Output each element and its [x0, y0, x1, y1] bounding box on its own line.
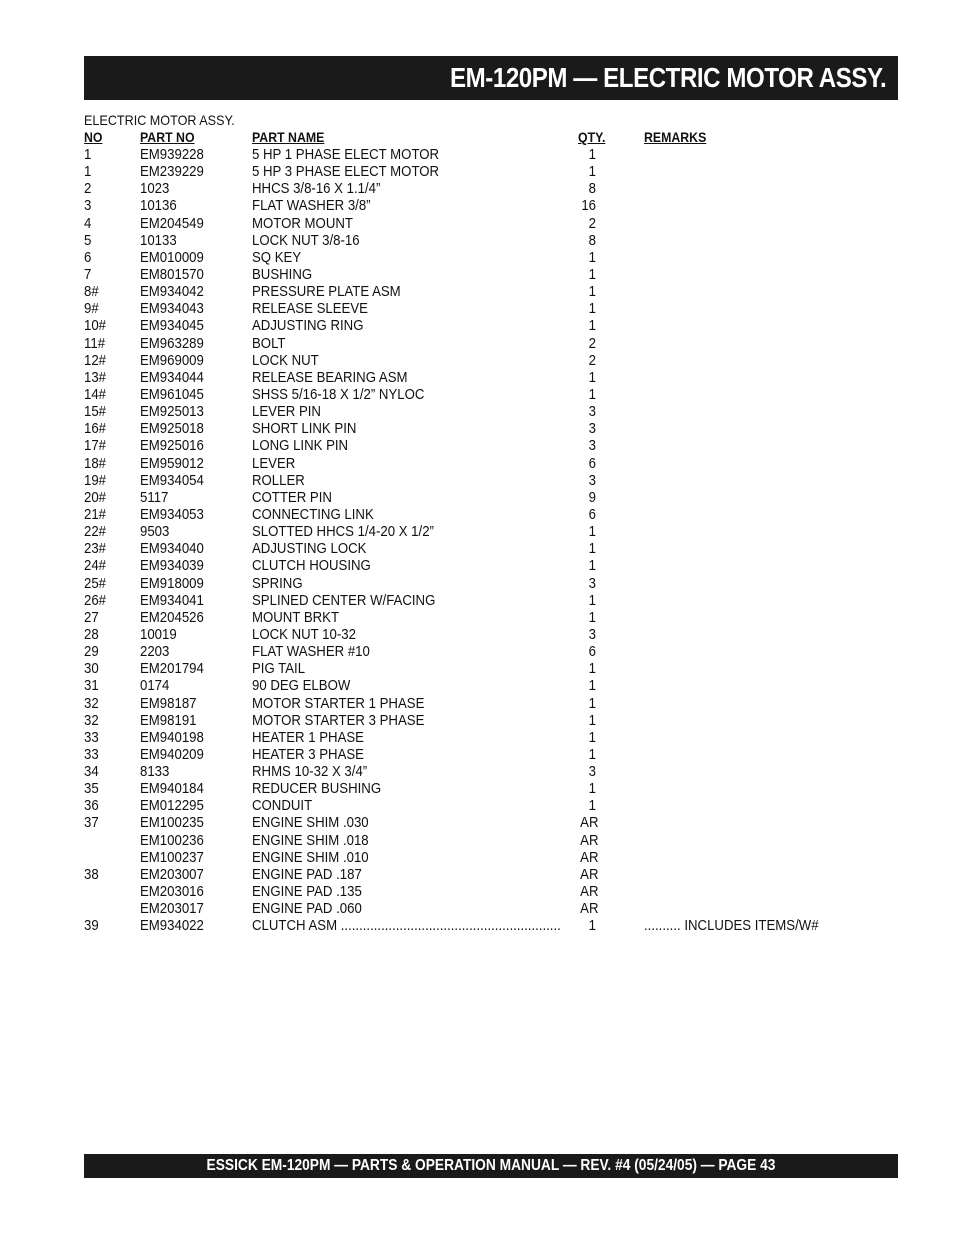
table-row — [84, 437, 844, 454]
item-number: 13# — [84, 368, 107, 386]
table-row — [84, 780, 844, 797]
table-row — [84, 746, 844, 763]
part-number: EM969009 — [140, 351, 204, 369]
item-number: 32 — [84, 694, 99, 712]
table-row — [84, 472, 844, 489]
part-name: CLUTCH ASM ............................................................ — [252, 917, 561, 935]
item-number: 28 — [84, 625, 99, 643]
quantity: 1 — [588, 557, 596, 575]
part-name: ENGINE PAD .187 — [252, 865, 362, 883]
part-number: EM918009 — [140, 574, 204, 592]
part-number: EM934042 — [140, 283, 204, 301]
table-row — [84, 729, 844, 746]
quantity: 1 — [588, 146, 596, 163]
table-row — [84, 317, 844, 334]
item-number: 5 — [84, 231, 92, 249]
item-number: 26# — [84, 591, 107, 609]
part-name: BOLT — [252, 334, 286, 352]
part-number: EM961045 — [140, 385, 204, 403]
part-name: SHORT LINK PIN — [252, 420, 357, 438]
quantity: 2 — [588, 334, 596, 352]
quantity: 1 — [588, 745, 596, 763]
part-name: ENGINE SHIM .018 — [252, 831, 369, 849]
table-row — [84, 900, 844, 917]
part-number: EM963289 — [140, 334, 204, 352]
part-number: 0174 — [140, 677, 170, 695]
quantity: 1 — [588, 368, 596, 386]
part-number: 8133 — [140, 763, 170, 781]
column-header-part-name: PART NAME — [252, 129, 325, 145]
part-number: EM940209 — [140, 745, 204, 763]
item-number: 14# — [84, 385, 107, 403]
table-row — [84, 283, 844, 300]
column-header-remarks: REMARKS — [644, 129, 707, 145]
part-number: EM100237 — [140, 848, 204, 866]
column-header-qty: QTY. — [578, 129, 606, 145]
quantity: 1 — [588, 694, 596, 712]
part-name: HEATER 1 PHASE — [252, 728, 364, 746]
table-row — [84, 797, 844, 814]
item-number: 4 — [84, 214, 92, 232]
item-number: 25# — [84, 574, 107, 592]
table-row — [84, 660, 844, 677]
item-number: 16# — [84, 420, 107, 438]
table-row — [84, 215, 844, 232]
part-number: EM934054 — [140, 471, 204, 489]
table-row — [84, 352, 844, 369]
quantity: 1 — [588, 163, 596, 181]
table-row — [84, 540, 844, 557]
part-name: MOUNT BRKT — [252, 608, 340, 626]
part-name: ENGINE PAD .060 — [252, 900, 362, 918]
quantity: 1 — [588, 300, 596, 318]
quantity: 1 — [588, 711, 596, 729]
quantity: 1 — [588, 265, 596, 283]
item-number: 1 — [84, 163, 92, 181]
part-number: 10019 — [140, 625, 177, 643]
part-name: LEVER PIN — [252, 403, 321, 421]
table-row — [84, 575, 844, 592]
quantity: AR — [580, 848, 599, 866]
quantity: 3 — [588, 625, 596, 643]
footer-text: ESSICK EM-120PM — PARTS & OPERATION MANUAL — REV. #4 (05/24/05) — PAGE 43 — [206, 1157, 776, 1174]
item-number: 2 — [84, 180, 92, 198]
item-number: 35 — [84, 780, 99, 798]
quantity: 3 — [588, 420, 596, 438]
part-number: EM925013 — [140, 403, 204, 421]
part-number: EM203016 — [140, 883, 204, 901]
quantity: 6 — [588, 505, 596, 523]
part-number: EM934041 — [140, 591, 204, 609]
part-number: 2203 — [140, 643, 170, 661]
part-number: EM934022 — [140, 917, 204, 935]
part-name: LOCK NUT 3/8-16 — [252, 231, 360, 249]
part-number: EM100235 — [140, 814, 204, 832]
table-row — [84, 489, 844, 506]
part-number: EM925018 — [140, 420, 204, 438]
part-number: EM934040 — [140, 540, 204, 558]
part-number: EM801570 — [140, 265, 204, 283]
part-name: ENGINE SHIM .030 — [252, 814, 369, 832]
table-row — [84, 146, 844, 163]
page-title: EM-120PM — ELECTRIC MOTOR ASSY. — [449, 62, 886, 93]
part-name: ADJUSTING LOCK — [252, 540, 367, 558]
part-name: CONDUIT — [252, 797, 313, 815]
part-number: EM934039 — [140, 557, 204, 575]
item-number: 7 — [84, 265, 92, 283]
quantity: 1 — [588, 917, 596, 935]
quantity: AR — [580, 865, 599, 883]
table-row — [84, 403, 844, 420]
item-number: 9# — [84, 300, 99, 318]
item-number: 3 — [84, 197, 92, 215]
part-number: EM100236 — [140, 831, 204, 849]
item-number: 31 — [84, 677, 99, 695]
item-number: 27 — [84, 608, 99, 626]
table-row — [84, 197, 844, 214]
part-name: CONNECTING LINK — [252, 505, 374, 523]
item-number: 21# — [84, 505, 107, 523]
part-number: EM925016 — [140, 437, 204, 455]
part-name: MOTOR MOUNT — [252, 214, 353, 232]
table-row — [84, 249, 844, 266]
part-number: EM939228 — [140, 146, 204, 163]
table-row — [84, 266, 844, 283]
table-row — [84, 866, 844, 883]
table-row — [84, 643, 844, 660]
table-row — [84, 712, 844, 729]
item-number: 15# — [84, 403, 107, 421]
part-name: RELEASE SLEEVE — [252, 300, 368, 318]
quantity: 1 — [588, 728, 596, 746]
item-number: 38 — [84, 865, 99, 883]
table-row — [84, 369, 844, 386]
table-header-row — [84, 129, 844, 146]
quantity: 2 — [588, 214, 596, 232]
part-number: EM940198 — [140, 728, 204, 746]
quantity: 6 — [588, 643, 596, 661]
part-name: SQ KEY — [252, 248, 302, 266]
table-row — [84, 626, 844, 643]
quantity: 8 — [588, 231, 596, 249]
part-name: PRESSURE PLATE ASM — [252, 283, 401, 301]
item-number: 23# — [84, 540, 107, 558]
quantity: 9 — [588, 488, 596, 506]
part-number: 10136 — [140, 197, 177, 215]
item-number: 29 — [84, 643, 99, 661]
quantity: 1 — [588, 385, 596, 403]
part-name: 5 HP 1 PHASE ELECT MOTOR — [252, 146, 440, 163]
part-name: SPRING — [252, 574, 303, 592]
part-name: LOCK NUT 10-32 — [252, 625, 356, 643]
part-name: FLAT WASHER #10 — [252, 643, 370, 661]
table-row — [84, 814, 844, 831]
page-footer — [84, 1154, 898, 1178]
part-name: ADJUSTING RING — [252, 317, 364, 335]
item-number: 39 — [84, 917, 99, 935]
part-name: CLUTCH HOUSING — [252, 557, 371, 575]
table-row — [84, 849, 844, 866]
remarks: .......... INCLUDES ITEMS/W# — [644, 917, 819, 935]
part-number: EM940184 — [140, 780, 204, 798]
quantity: 1 — [588, 317, 596, 335]
item-number: 17# — [84, 437, 107, 455]
part-name: MOTOR STARTER 3 PHASE — [252, 711, 425, 729]
table-row — [84, 917, 844, 934]
quantity: 1 — [588, 283, 596, 301]
item-number: 8# — [84, 283, 99, 301]
part-number: EM98191 — [140, 711, 197, 729]
part-name: ENGINE SHIM .010 — [252, 848, 369, 866]
item-number: 37 — [84, 814, 99, 832]
part-number: EM934045 — [140, 317, 204, 335]
table-row — [84, 883, 844, 900]
part-name: REDUCER BUSHING — [252, 780, 382, 798]
part-name: HEATER 3 PHASE — [252, 745, 364, 763]
item-number: 30 — [84, 660, 99, 678]
item-number: 10# — [84, 317, 107, 335]
part-name: BUSHING — [252, 265, 313, 283]
part-name: 5 HP 3 PHASE ELECT MOTOR — [252, 163, 440, 181]
table-row — [84, 832, 844, 849]
table-row — [84, 455, 844, 472]
part-name: HHCS 3/8-16 X 1.1/4” — [252, 180, 381, 198]
quantity: 1 — [588, 677, 596, 695]
part-name: SPLINED CENTER W/FACING — [252, 591, 436, 609]
quantity: 8 — [588, 180, 596, 198]
part-name: RHMS 10-32 X 3/4” — [252, 763, 368, 781]
parts-table — [84, 129, 844, 934]
table-body — [84, 146, 844, 934]
quantity: 3 — [588, 403, 596, 421]
quantity: 3 — [588, 574, 596, 592]
item-number: 22# — [84, 523, 107, 541]
part-number: EM239229 — [140, 163, 204, 181]
part-name: LEVER — [252, 454, 296, 472]
part-number: EM98187 — [140, 694, 197, 712]
quantity: AR — [580, 814, 599, 832]
quantity: 1 — [588, 540, 596, 558]
quantity: 1 — [588, 780, 596, 798]
part-name: ENGINE PAD .135 — [252, 883, 362, 901]
part-number: EM934044 — [140, 368, 204, 386]
part-name: RELEASE BEARING ASM — [252, 368, 408, 386]
part-name: ROLLER — [252, 471, 305, 489]
table-row — [84, 763, 844, 780]
table-row — [84, 523, 844, 540]
page-header — [84, 56, 898, 100]
item-number: 33 — [84, 728, 99, 746]
part-number: 5117 — [140, 488, 169, 506]
part-number: EM203017 — [140, 900, 204, 918]
column-header-no: NO — [84, 129, 103, 145]
table-row — [84, 420, 844, 437]
part-name: SHSS 5/16-18 X 1/2” NYLOC — [252, 385, 425, 403]
quantity: 1 — [588, 591, 596, 609]
table-row — [84, 180, 844, 197]
item-number: 6 — [84, 248, 92, 266]
quantity: AR — [580, 900, 599, 918]
item-number: 24# — [84, 557, 107, 575]
part-number: EM012295 — [140, 797, 204, 815]
item-number: 19# — [84, 471, 107, 489]
table-row — [84, 557, 844, 574]
quantity: AR — [580, 831, 599, 849]
table-row — [84, 677, 844, 694]
quantity: 2 — [588, 351, 596, 369]
part-number: 1023 — [140, 180, 170, 198]
item-number: 34 — [84, 763, 99, 781]
quantity: 1 — [588, 523, 596, 541]
item-number: 1 — [84, 146, 92, 163]
table-row — [84, 592, 844, 609]
quantity: 1 — [588, 248, 596, 266]
part-name: SLOTTED HHCS 1/4-20 X 1/2” — [252, 523, 434, 541]
part-number: 10133 — [140, 231, 177, 249]
table-row — [84, 609, 844, 626]
item-number: 32 — [84, 711, 99, 729]
table-row — [84, 386, 844, 403]
quantity: 16 — [581, 197, 596, 215]
part-name: PIG TAIL — [252, 660, 306, 678]
item-number: 18# — [84, 454, 107, 472]
table-row — [84, 163, 844, 180]
part-name: COTTER PIN — [252, 488, 332, 506]
quantity: AR — [580, 883, 599, 901]
item-number: 36 — [84, 797, 99, 815]
part-number: EM959012 — [140, 454, 204, 472]
quantity: 1 — [588, 797, 596, 815]
table-row — [84, 695, 844, 712]
table-row — [84, 232, 844, 249]
quantity: 1 — [588, 660, 596, 678]
table-row — [84, 335, 844, 352]
part-name: MOTOR STARTER 1 PHASE — [252, 694, 425, 712]
part-number: EM203007 — [140, 865, 204, 883]
quantity: 3 — [588, 437, 596, 455]
item-number: 12# — [84, 351, 107, 369]
item-number: 33 — [84, 745, 99, 763]
part-number: EM934053 — [140, 505, 204, 523]
quantity: 6 — [588, 454, 596, 472]
part-name: 90 DEG ELBOW — [252, 677, 351, 695]
quantity: 1 — [588, 608, 596, 626]
table-row — [84, 506, 844, 523]
part-number: EM010009 — [140, 248, 204, 266]
section-title: ELECTRIC MOTOR ASSY. — [84, 112, 235, 128]
part-number: 9503 — [140, 523, 170, 541]
quantity: 3 — [588, 763, 596, 781]
part-name: FLAT WASHER 3/8” — [252, 197, 371, 215]
part-number: EM934043 — [140, 300, 204, 318]
part-number: EM204549 — [140, 214, 204, 232]
quantity: 3 — [588, 471, 596, 489]
part-name: LOCK NUT — [252, 351, 319, 369]
item-number: 11# — [84, 334, 106, 352]
part-name: LONG LINK PIN — [252, 437, 349, 455]
item-number: 20# — [84, 488, 107, 506]
part-number: EM204526 — [140, 608, 204, 626]
part-number: EM201794 — [140, 660, 204, 678]
table-row — [84, 300, 844, 317]
column-header-part-no: PART NO — [140, 129, 195, 145]
